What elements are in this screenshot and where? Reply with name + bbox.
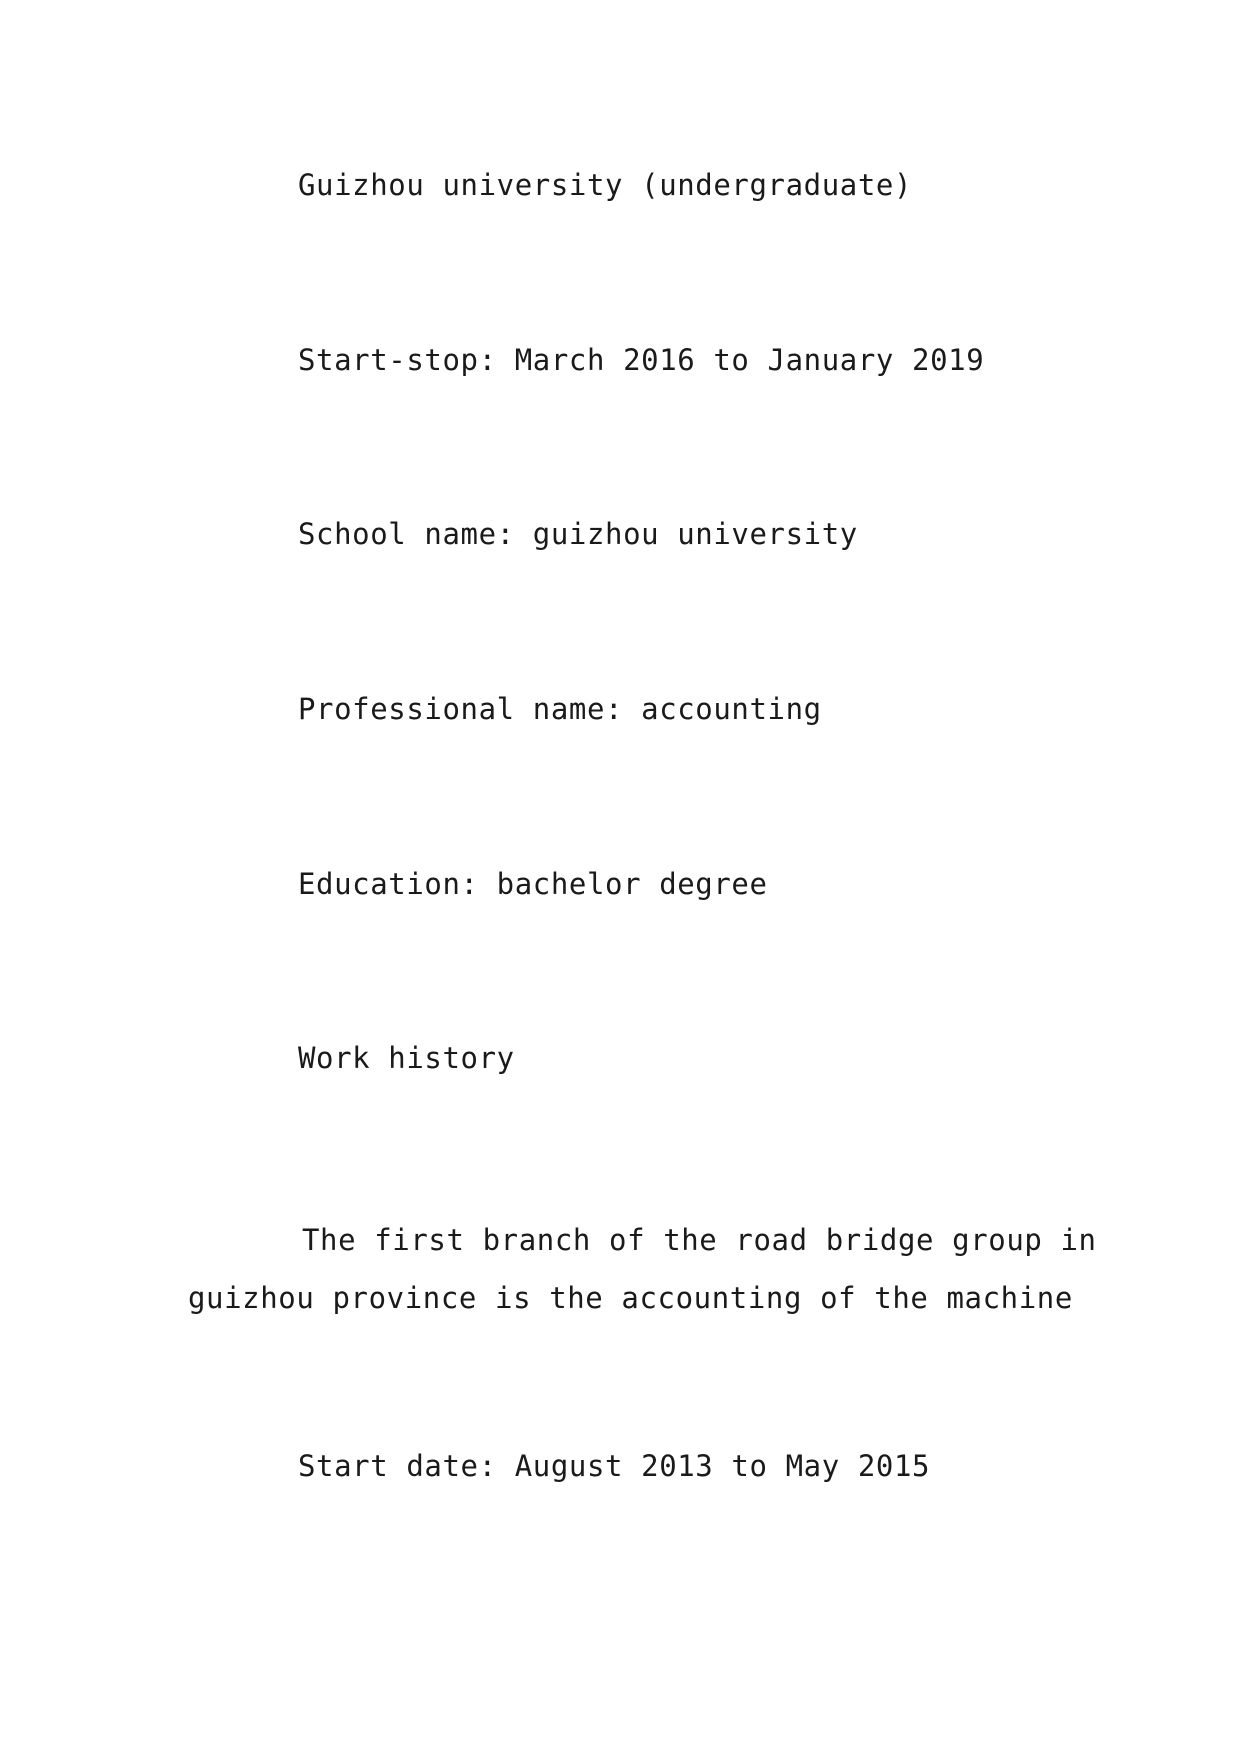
school-name: School name: guizhou university [298,517,858,551]
education-start-stop: Start-stop: March 2016 to January 2019 [298,343,985,377]
education-school-heading: Guizhou university (undergraduate) [298,168,913,202]
work-history-heading: Work history [298,1041,515,1075]
work-description-line-1: The first branch of the road bridge group in [302,1223,1097,1257]
education-level: Education: bachelor degree [298,867,768,901]
work-description-line-2: guizhou province is the accounting of the machine [188,1281,1073,1315]
professional-name: Professional name: accounting [298,692,822,726]
work-start-date: Start date: August 2013 to May 2015 [298,1449,931,1483]
work-description-paragraph [188,1211,1097,1327]
